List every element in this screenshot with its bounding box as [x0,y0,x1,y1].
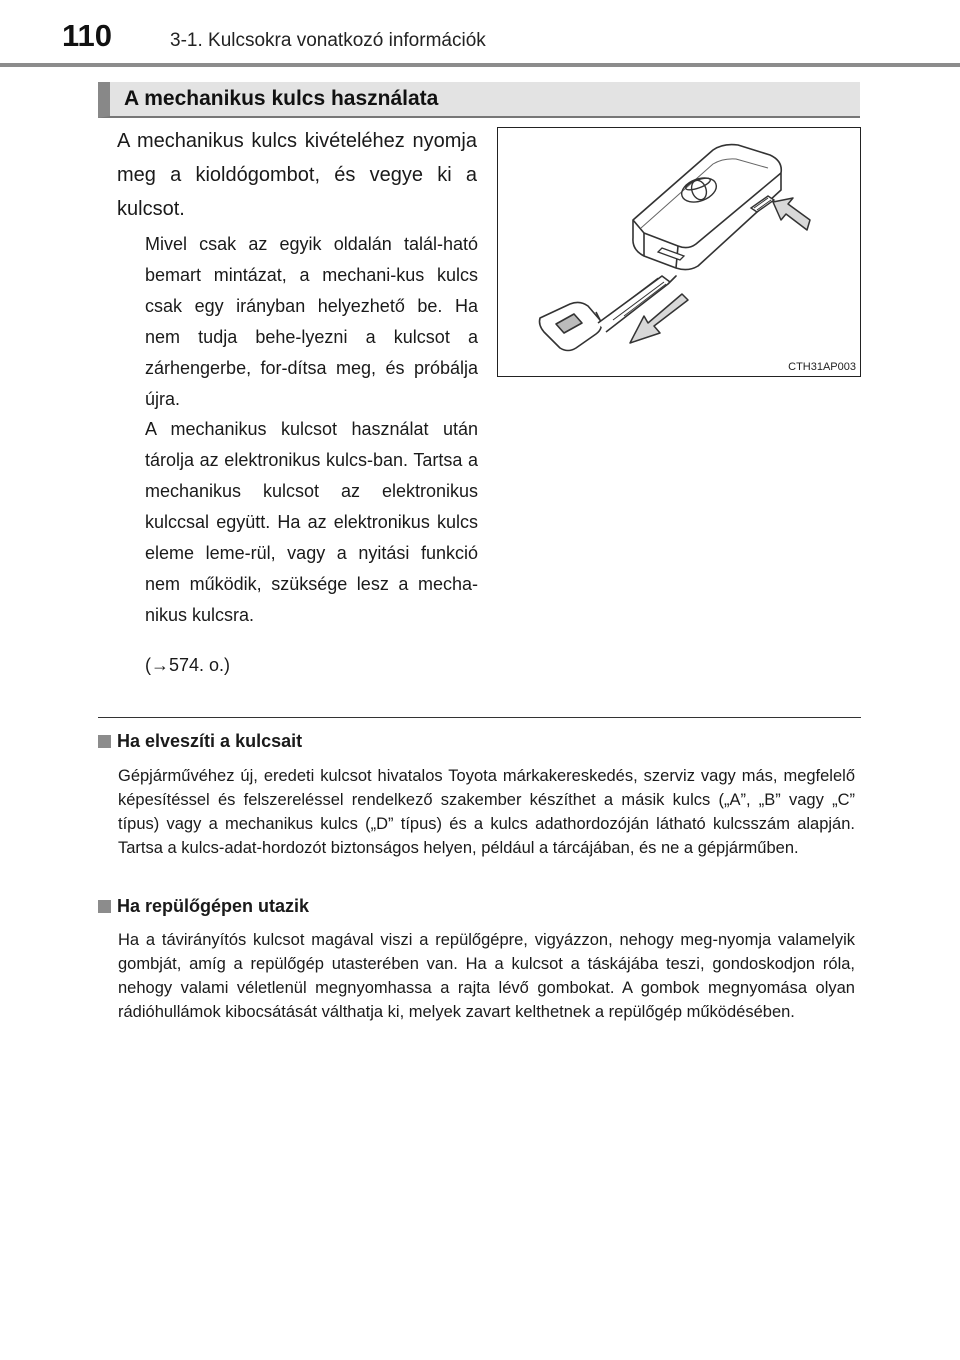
page-reference: (→574. o.) [145,655,231,675]
subsection-paragraph-lost-keys: Gépjárművéhez új, eredeti kulcsot hivatalos Toyota márkakereskedés, szerviz vagy más, megfelelő képesítéssel és felszereléssel rendelkező szakember készíthet a másik kulcs („A”, „B” vagy „C” típus) vagy a mechanikus kulcs („D” típus) és a kulcs adathordozóján látható kulcsszám alapján. Tartsa a kulcs-adat-hordozót biztonságos helyen, például a tárcájában, és ne a gépjárműben. [118,767,855,857]
note-paragraph-storage: A mechanikus kulcsot használat után tárolja az elektronikus kulcs-ban. Tartsa a mechanikus kulcsot az elektronikus kulccsal együtt. Ha az elektronikus kulcs eleme leme-rül, vagy a nyitási funkció nem működik, szüksége lesz a mecha-nikus kulcsra. [145,419,478,625]
subsection-heading-text: Ha repülőgépen utazik [117,896,310,916]
square-bullet-icon [98,735,111,748]
section-heading-bar [98,82,860,118]
subsection-heading-lost-keys [98,731,302,752]
mechanical-key-icon [540,276,677,351]
smart-key-drawing [498,128,862,378]
header-rule [0,63,960,67]
square-bullet-icon [98,900,111,913]
page-number: 110 [62,18,113,53]
intro-paragraph: A mechanikus kulcs kivételéhez nyomja meg a kioldógombot, és vegye ki a kulcsot. [117,130,477,220]
section-divider [98,717,861,718]
subsection-heading-text: Ha elveszíti a kulcsait [117,731,303,751]
press-arrow-icon [773,198,810,230]
chapter-title: 3-1. Kulcsokra vonatkozó információk [170,30,486,51]
key-illustration [497,127,861,377]
figure-code: CTH31AP003 [788,361,856,373]
subsection-heading-airplane [98,896,309,917]
subsection-paragraph-airplane: Ha a távirányítós kulcsot magával viszi a repülőgépre, vigyázzon, nehogy meg-nyomja valamelyik gombját, amíg a repülőgép utasterében van. Ha a kulcsot a táskájába teszi, gondoskodjon róla, nehogy valami véletlenül megnyomhassa a rajta lévő gombokat. A gombok megnyomása olyan rádióhullámok kibocsátását válthatja ki, melyek zavart kelthetnek a repülőgép működésében. [118,931,855,1021]
note-paragraph-direction: Mivel csak az egyik oldalán talál-ható bemart mintázat, a mechani-kus kulcs csak egy irányban helyezhető be. Ha nem tudja behe-lyezni a kulcsot a zárhengerbe, for-dítsa meg, és próbálja újra. [145,234,478,409]
section-title: A mechanikus kulcs használata [124,87,439,110]
